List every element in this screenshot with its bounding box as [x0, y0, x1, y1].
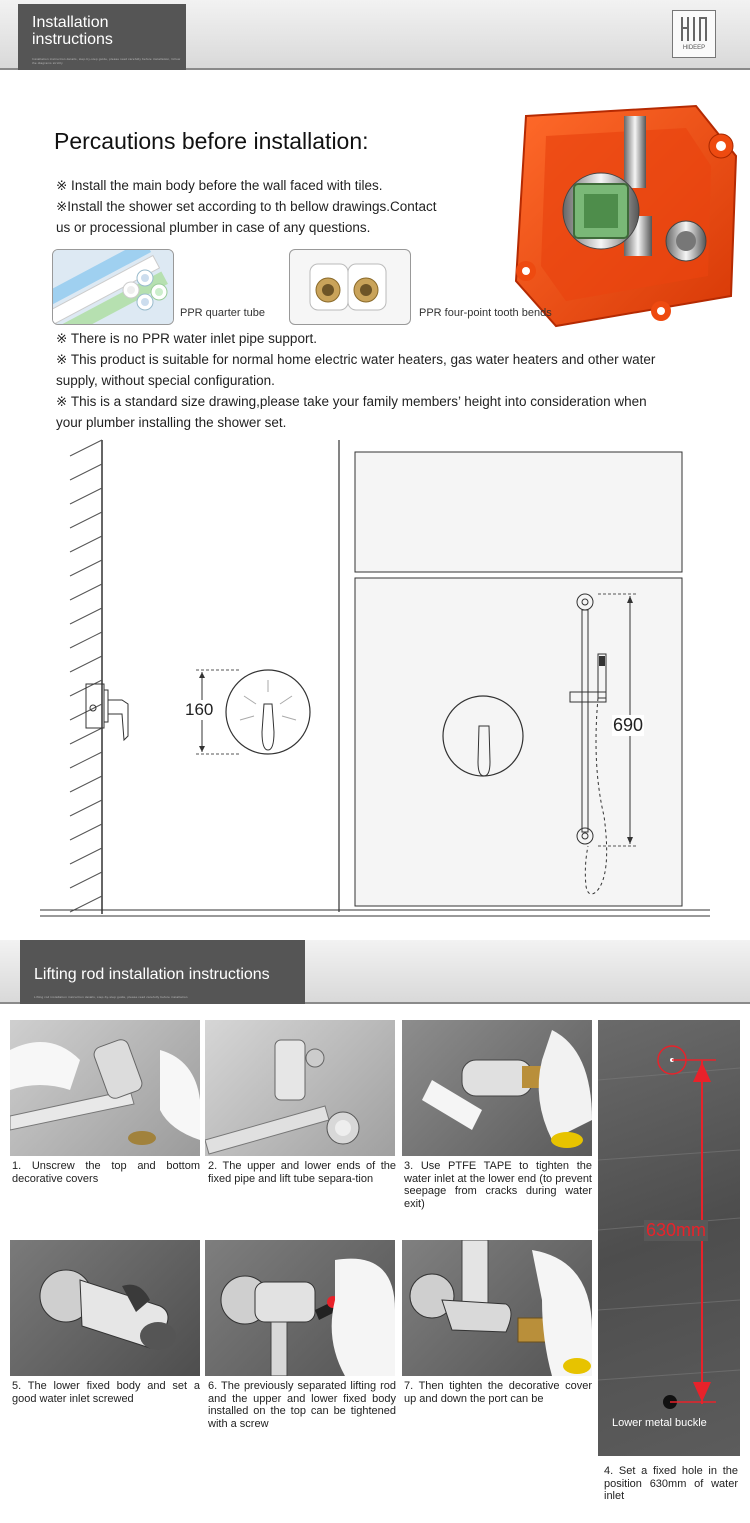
- mixer-box-image: [496, 86, 750, 334]
- precaution-line-2b: us or processional plumber in case of any questions.: [56, 220, 371, 235]
- screw-tighten-icon: [205, 1240, 395, 1376]
- dimension-160-label: 160: [185, 700, 214, 719]
- precaution-line-1: ※ Install the main body before the wall faced with tiles.: [56, 178, 383, 193]
- dimension-690-label: 690: [613, 715, 644, 735]
- header-tab-lifting: [20, 940, 305, 1004]
- lower-fixed-body-icon: [10, 1240, 200, 1376]
- step-7-photo: [402, 1240, 592, 1376]
- precaution-line-3: ※ There is no PPR water inlet pipe support.: [56, 331, 317, 346]
- lifting-fine-print: Lifting rod installation instruction details, step-by-step guide, please read carefully before installation: [34, 995, 188, 999]
- step-2-photo: [205, 1020, 395, 1156]
- ppr-bends-image: [289, 249, 411, 325]
- step-3-text: 3. Use PTFE TAPE to tighten the water inlet at the lower end (to prevent seepage from cracks during water exit): [404, 1160, 592, 1210]
- header-tab-installation: [18, 4, 186, 70]
- step-1-photo: [10, 1020, 200, 1156]
- unscrew-covers-icon: [10, 1020, 200, 1156]
- precautions-title: Percautions before installation:: [54, 128, 369, 154]
- precaution-line-4a: ※ This product is suitable for normal home electric water heaters, gas water heaters and other water: [56, 352, 656, 367]
- ppr-tube-image: [52, 249, 174, 325]
- step-3-photo: [402, 1020, 592, 1156]
- step-5-text: 5. The lower fixed body and set a good water inlet screwed: [12, 1380, 200, 1405]
- header-title: Installation instructions: [32, 14, 113, 48]
- pipes-icon: [53, 250, 173, 324]
- separated-tubes-icon: [205, 1020, 395, 1156]
- lower-buckle-label: Lower metal buckle: [612, 1417, 707, 1429]
- tighten-cover-icon: [402, 1240, 592, 1376]
- logo-text: HIDEEP: [682, 45, 706, 51]
- step-7-text: 7. Then tighten the decorative cover up and down the port can be: [404, 1380, 592, 1405]
- ppr-tube-caption: PPR quarter tube: [180, 307, 265, 319]
- brand-logo: [672, 10, 716, 58]
- precaution-line-4b: supply, without special configuration.: [56, 373, 275, 388]
- step-4-text: 4. Set a fixed hole in the position 630mm of water inlet: [604, 1465, 738, 1502]
- precaution-line-5a: ※ This is a standard size drawing,please take your family members’ height into consideration when: [56, 394, 647, 409]
- lifting-title: Lifting rod installation instructions: [34, 966, 270, 983]
- precaution-line-5b: your plumber installing the shower set.: [56, 415, 287, 430]
- header-fine-print: Installation instruction details, step-by-step guide, please read carefully before installation, follow the diagrams strictly: [32, 57, 181, 65]
- step-1-text: 1. Unscrew the top and bottom decorative covers: [12, 1160, 200, 1185]
- step-6-photo: [205, 1240, 395, 1376]
- step-6-text: 6. The previously separated lifting rod and the upper and lower fixed body installed on the top can be tightened with a screw: [208, 1380, 396, 1430]
- elbow-fittings-icon: [290, 250, 410, 324]
- ptfe-tape-icon: [402, 1020, 592, 1156]
- installation-drawing: [0, 436, 750, 926]
- precaution-line-2a: ※Install the shower set according to th bellow drawings.Contact: [56, 199, 437, 214]
- step-2-text: 2. The upper and lower ends of the fixed pipe and lift tube separa-tion: [208, 1160, 396, 1185]
- step-5-photo: [10, 1240, 200, 1376]
- wall-dimension-label: 630mm: [646, 1220, 707, 1240]
- ppr-bends-caption: PPR four-point tooth bends: [419, 307, 552, 319]
